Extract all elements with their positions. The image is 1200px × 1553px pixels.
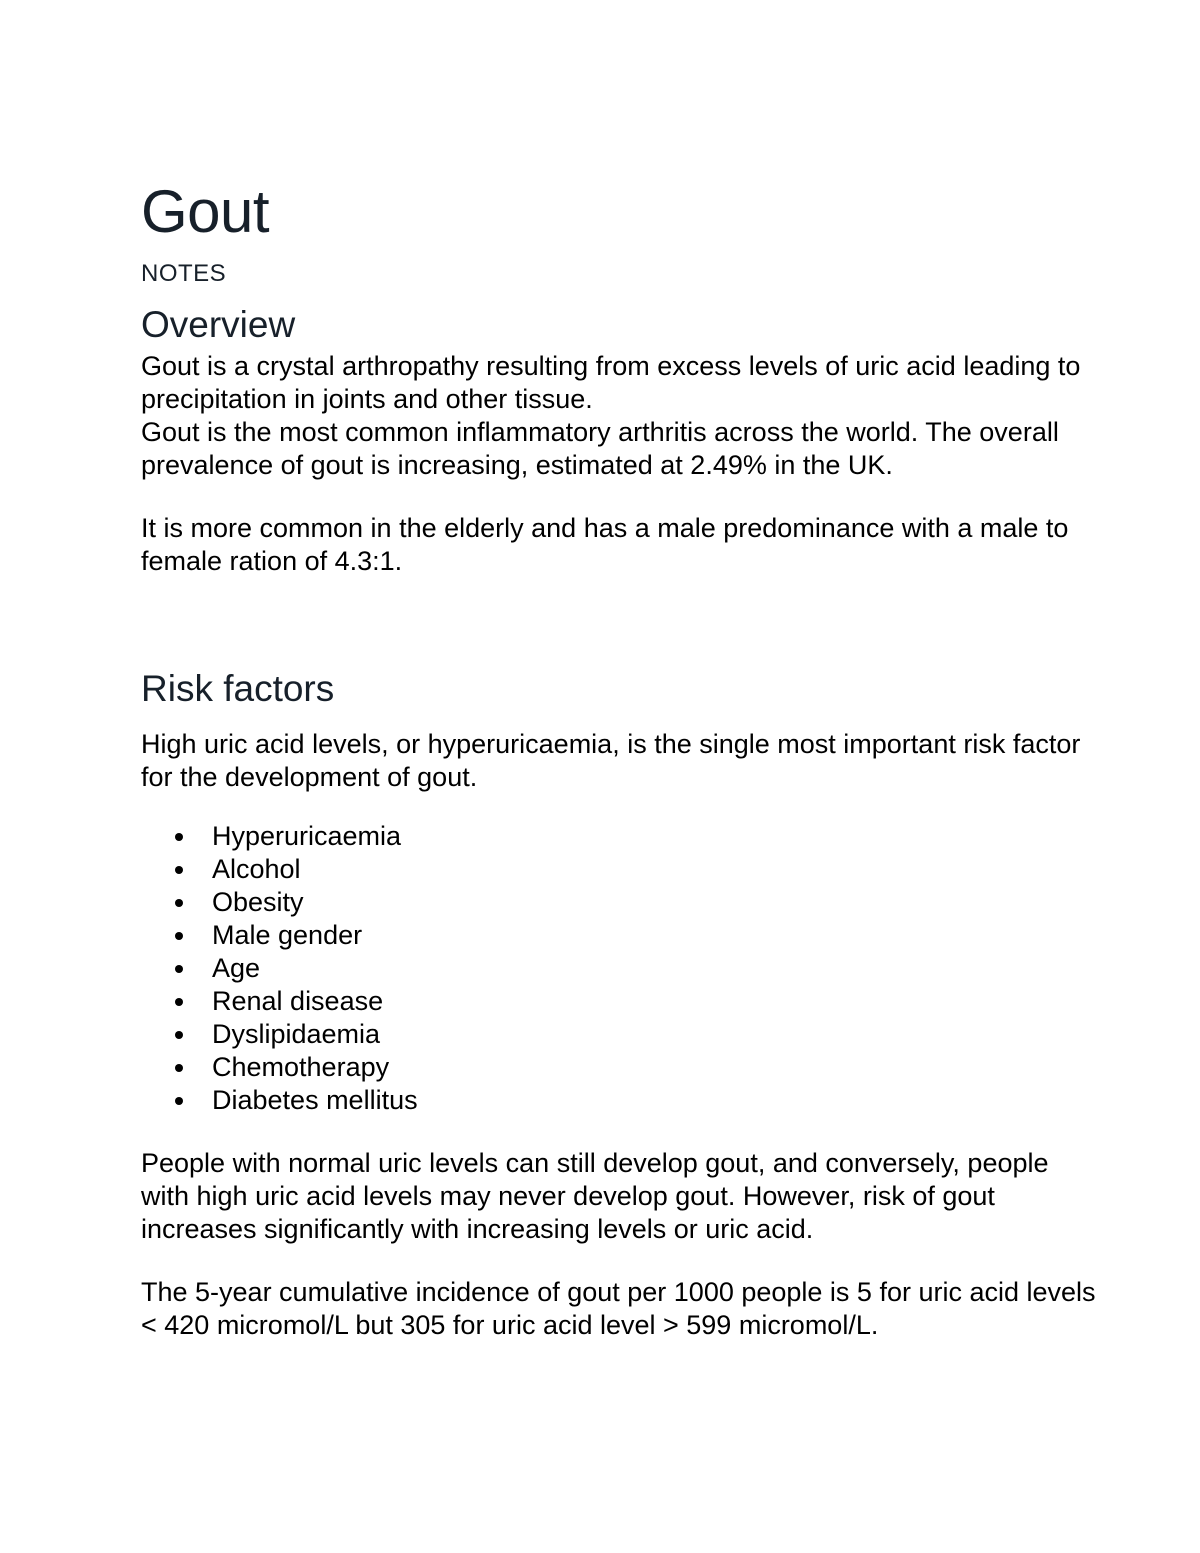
document-subtitle: NOTES	[141, 260, 227, 287]
list-item-label: Alcohol	[212, 854, 301, 884]
overview-paragraph: Gout is the most common inflammatory arthritis across the world. The overall prevalence of gout is increasing, estimated at 2.49% in the UK.	[141, 417, 1059, 480]
risk-factors-list	[141, 820, 1101, 1117]
overview-heading: Overview	[141, 304, 296, 345]
bullet-icon	[175, 1031, 183, 1039]
list-item-label: Obesity	[212, 887, 304, 917]
list-item	[141, 952, 1101, 985]
list-item	[141, 886, 1101, 919]
list-item	[141, 919, 1101, 952]
bullet-icon	[175, 1097, 183, 1105]
bullet-icon	[175, 866, 183, 874]
list-item	[141, 985, 1101, 1018]
bullet-icon	[175, 965, 183, 973]
risk-factors-paragraph: The 5-year cumulative incidence of gout per 1000 people is 5 for uric acid levels < 420 micromol/L but 305 for uric acid level > 599 micromol/L.	[141, 1277, 1096, 1340]
list-item	[141, 820, 1101, 853]
document-body	[141, 170, 1101, 1342]
bullet-icon	[175, 1064, 183, 1072]
list-item-label: Chemotherapy	[212, 1052, 390, 1082]
risk-factors-intro: High uric acid levels, or hyperuricaemia, is the single most important risk factor for the development of gout.	[141, 729, 1081, 792]
list-item	[141, 853, 1101, 886]
overview-paragraph: It is more common in the elderly and has a male predominance with a male to female ration of 4.3:1.	[141, 513, 1069, 576]
list-item-label: Diabetes mellitus	[212, 1085, 418, 1115]
list-item-label: Dyslipidaemia	[212, 1019, 381, 1049]
overview-paragraph: Gout is a crystal arthropathy resulting from excess levels of uric acid leading to precipitation in joints and other tissue.	[141, 351, 1081, 414]
list-item-label: Male gender	[212, 920, 363, 950]
bullet-icon	[175, 998, 183, 1006]
bullet-icon	[175, 899, 183, 907]
list-item	[141, 1084, 1101, 1117]
risk-factors-paragraph: People with normal uric levels can still develop gout, and conversely, people with high uric acid levels may never develop gout. However, risk of gout increases significantly with increasing levels or uric acid.	[141, 1148, 1049, 1244]
bullet-icon	[175, 833, 183, 841]
bullet-icon	[175, 932, 183, 940]
document-title: Gout	[141, 178, 270, 245]
list-item	[141, 1051, 1101, 1084]
list-item	[141, 1018, 1101, 1051]
list-item-label: Renal disease	[212, 986, 384, 1016]
list-item-label: Hyperuricaemia	[212, 821, 402, 851]
list-item-label: Age	[212, 953, 261, 983]
risk-factors-heading: Risk factors	[141, 668, 335, 709]
